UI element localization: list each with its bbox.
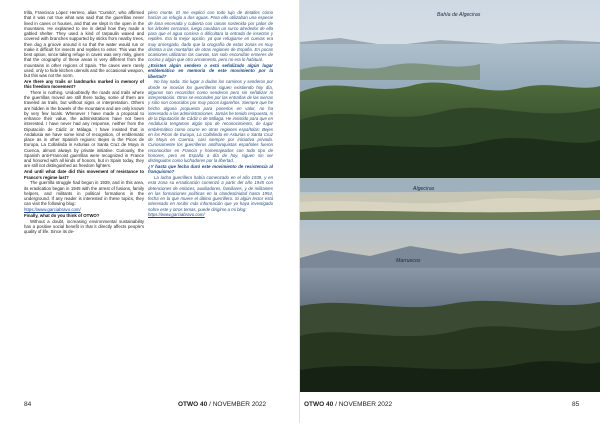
es-blog-link[interactable]: https://www.garciabravo.com/ bbox=[148, 212, 205, 218]
en-question-3: Finally, what do you think of OTWO? bbox=[24, 213, 100, 219]
english-column bbox=[24, 10, 144, 396]
photo-strait-morocco bbox=[300, 220, 600, 392]
left-footer bbox=[178, 401, 266, 408]
right-footer bbox=[304, 401, 392, 408]
es-paragraph-3: La lucha guerrillera había comenzado en el año 1939, y en esta zona su erradicación comenzó a partir del año 1945 con detenciones de enlaces, auxiliadores, familiares, y de militantes en las formaciones políticas en la clandestinidad hasta 1954, fecha en la que muere el último guerrillero. Si algún lector está interesado en recibir más información que yo haya investigado sobre este y otros temas, puede dirigirse a mi blog: bbox=[148, 175, 273, 212]
es-question-2: ¿Y hasta que fecha duró este movimiento de resistencia al franquismo? bbox=[148, 164, 273, 175]
caption-bahia: Bahía de Algeciras bbox=[437, 12, 481, 18]
right-page bbox=[300, 0, 600, 423]
en-paragraph-4: Without a doubt, increasing environmental sustainability has a positive social benefit in that it directly affects people's quality of life. Since its de- bbox=[24, 218, 144, 235]
right-footer-magazine: OTWO 40 bbox=[304, 401, 334, 408]
right-page-number bbox=[572, 401, 579, 408]
en-blog-link[interactable]: https://www.garciabravo.com/ bbox=[24, 207, 81, 213]
left-footer-magazine: OTWO 40 bbox=[178, 401, 208, 408]
photo-bay-of-algeciras bbox=[300, 0, 600, 178]
caption-marruecos: Marruecos bbox=[396, 258, 421, 264]
left-footer-issue: / NOVEMBER 2022 bbox=[209, 401, 267, 408]
right-page-number-value: 85 bbox=[572, 401, 580, 408]
left-page-number bbox=[24, 401, 31, 408]
strait-sunset-illustration bbox=[300, 220, 600, 392]
es-paragraph-1: plero monte. El me explicó con todo lujo de detalles cómo hacían un refugio a dos aguas. Para ello utilizaban una especie de lona encerada y cubierta con ramas sostenida por palos de los árboles cercanos, luego cavaban un surco alrededor de ella para que el agua corriera o dificultara la entrada de insectos y reptiles. Era la mejor opción, ya que refugiarse en cuevas era muy arriesgado, dado que la orografía de estas zonas es muy distinta a las montañas de otras regiones de España. En pocas ocasiones utilizaron las cuevas, tan solo escondían enseres de cocina y algún que otro armamento, pero no era lo habitual. bbox=[148, 10, 273, 63]
en-question-1: Are there any trails or landmarks marked in memory of this freedom movement? bbox=[24, 78, 144, 90]
right-footer-issue: / NOVEMBER 2022 bbox=[335, 401, 393, 408]
en-paragraph-2: There is nothing. Undoubtedly the roads and trails where the guerrillas moved are still there today, some of them are traveled as trails, but without signs or interpretation. Others are hidden in the bowels of the mountains and are only known by very few locals. Whenever I have made a proposal to enhance their value, the administrations have not been interested. I have never had any response, neither from the Diputación de Cádiz or Málaga. I have insisted that in Andalusia we have some kind of recognition, of emblematic place as in other Spanish regions: Bejes in the Picos de Europa, La Collalinda in Asturias or Santa Cruz de Moya in Cuenca, almost always by private initiative. Curiously, the Spanish anti-Francoist guerrillas were recognized in France and honored with all kinds of honors, but in Spain today, they are still not distinguished as freedom fighters. bbox=[24, 89, 144, 169]
es-question-1: ¿Existen algún sendero o está señalizado algún lugar emblemático en memoria de este movimiento por la libertad? bbox=[148, 63, 273, 79]
bay-landscape-illustration bbox=[300, 0, 600, 178]
photo-algeciras bbox=[300, 178, 600, 220]
spanish-column bbox=[148, 10, 273, 390]
es-paragraph-2: No hay nada. Sin lugar a dudas los caminos y senderos por donde se movían los guerrilleros siguen existiendo hoy día, algunos son recorridos como senderos pero sin señalizar ni interpretación. Otros se esconden por las entrañas de las sierras y sólo son conocidos por muy pocos lugareños. Siempre que he hecho alguna propuesta para ponerlos en valor, no ha interesado a las administraciones. Jamás he tenido respuesta, ni de la Diputación de Cádiz o de Málaga. He insistido para que en Andalucía tengamos algún tipo de reconocimiento, de lugar emblemático como ocurre en otras regiones españolas: Bejes en los Picos de Europa, La Collalinda en Asturias o Santa Cruz de Moya en Cuenca, casi siempre por iniciativa privada. Curiosamente los guerrilleros antifranquistas españoles fueron reconocidos en Francia y homenajeados con todo tipo de honores, pero en España a día de hoy, siguen sin ser distinguidos como luchadores por la libertad. bbox=[148, 79, 273, 164]
en-paragraph-1: trilla, Francisca López Herrero, alias "Cumito", who affirmed that it was not true what was said that the guerrillas never lived in caves or houses, and that we slept in the open in the mountains. He explained to me in detail how they made a gabled shelter. They used a kind of tarpaulin waxed and covered with branches supported by sticks from nearby trees, then dug a groove around it so that the water would run or make it difficult for insects and reptiles to enter. This was the best option, since taking refuge in caves was very risky, given that the orography of these areas is very different from the mountains in other regions of Spain. The caves were rarely used, only to hide kitchen utensils and the occasional weapon, but this was not the norm. bbox=[24, 10, 144, 78]
en-paragraph-3: The guerrilla struggle had begun in 1939, and in this area, its eradication began in 1945 with the arrest of fusions, family helpers, and militants in political formations in the underground. If any reader is interested in these topics, they can visit the following blog: bbox=[24, 180, 144, 207]
en-question-2: And until what date did this movement of resistance to Franco's regime last? bbox=[24, 169, 144, 180]
left-page-number-value: 84 bbox=[24, 401, 32, 408]
caption-algeciras: Algeciras bbox=[413, 186, 435, 192]
algeciras-coast-illustration bbox=[300, 178, 600, 220]
